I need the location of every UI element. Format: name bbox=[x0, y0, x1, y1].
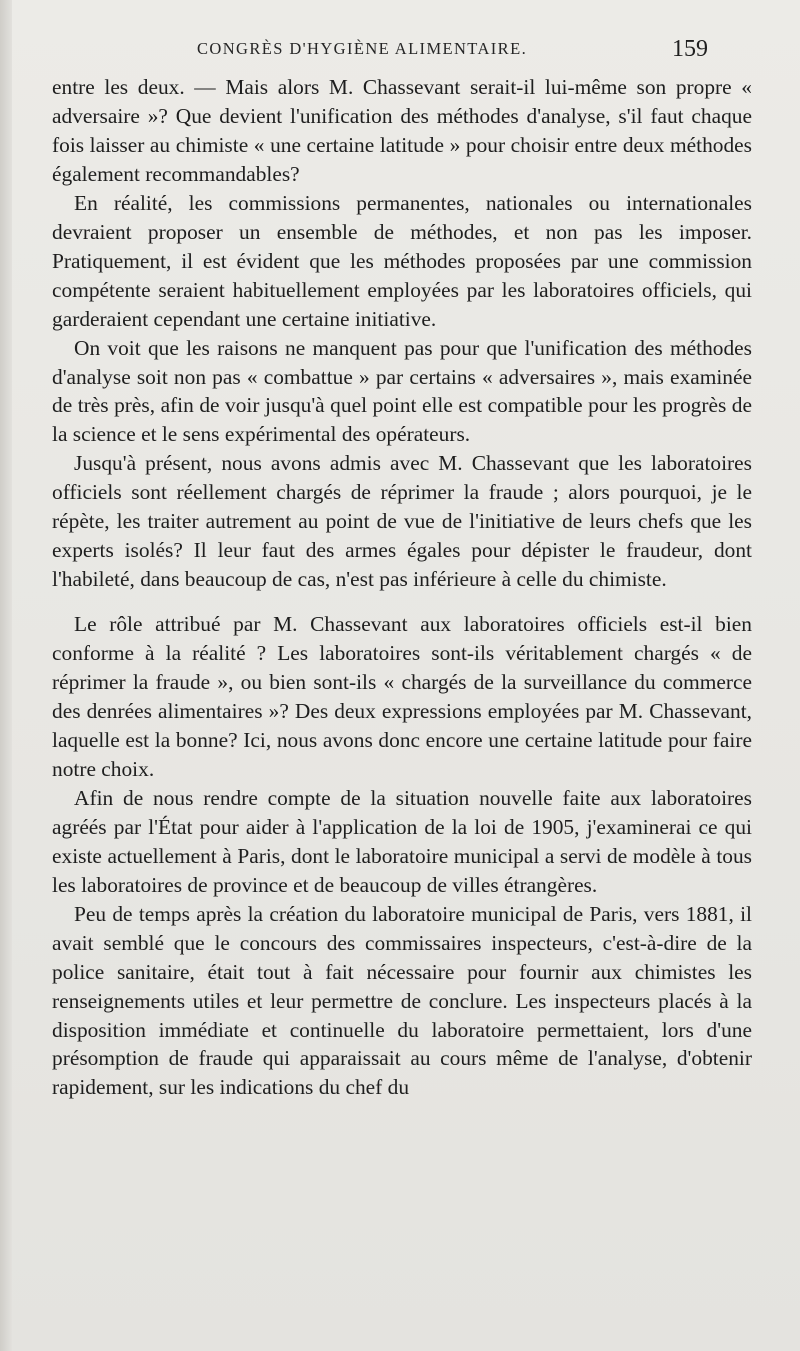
paragraph: Jusqu'à présent, nous avons admis avec M. Chassevant que les laboratoires officiels sont réellement chargés de réprimer la fraude ; alors pourquoi, je le répète, les traiter autrement au point de vue de l'initiative de leurs chefs que les experts isolés? Il leur faut des armes égales pour dépister le fraudeur, dont l'habileté, dans beaucoup de cas, n'est pas inférieure à celle du chimiste. bbox=[52, 451, 752, 592]
page-left-edge-shadow bbox=[0, 0, 12, 1351]
page-number: 159 bbox=[672, 36, 708, 62]
paragraph: Le rôle attribué par M. Chassevant aux laboratoires officiels est-il bien conforme à la réalité ? Les laboratoires sont-ils véritablement chargés « de réprimer la fraude », ou bien sont-ils « chargés de la surveillance du commerce des denrées alimentaires »? Des deux expressions employées par M. Chassevant, laquelle est la bonne? Ici, nous avons donc encore une certaine latitude pour faire notre choix. bbox=[52, 612, 752, 781]
paragraph: En réalité, les commissions permanentes, nationales ou internationales devraient proposer un ensemble de méthodes, et non pas les imposer. Pratiquement, il est évident que les méthodes proposées par une commission compétente seraient habituellement employées par les laboratoires officiels, qui garderaient cependant une certaine initiative. bbox=[52, 190, 752, 331]
paragraph: entre les deux. — Mais alors M. Chassevant serait-il lui-même son propre « adversaire »? Que devient l'unification des méthodes d'analyse, s'il faut chaque fois laisser au chimiste « une certaine latitude » pour choisir entre deux méthodes également recommandables? bbox=[52, 75, 752, 186]
paragraph: Peu de temps après la création du laboratoire municipal de Paris, vers 1881, il avait semblé que le concours des commissaires inspecteurs, c'est-à-dire de la police sanitaire, était tout à fait nécessaire pour fournir aux chimistes les renseignements utiles et leur permettre de conclure. Les inspecteurs placés à la disposition immédiate et continuelle du laboratoire permettaient, lors d'une présomption de fraude qui apparaissait au cours même de l'analyse, d'obtenir rapidement, sur les indications du chef du bbox=[52, 901, 752, 1100]
page-header bbox=[0, 36, 800, 66]
paragraph: Afin de nous rendre compte de la situation nouvelle faite aux laboratoires agréés par l'État pour aider à l'application de la loi de 1905, j'examinerai ce qui existe actuellement à Paris, dont le laboratoire municipal a servi de modèle à tous les laboratoires de province et de beaucoup de villes étrangères. bbox=[52, 785, 752, 897]
paragraph: On voit que les raisons ne manquent pas pour que l'unification des méthodes d'analyse soit non pas « combattue » par certains « adversaires », mais examinée de très près, afin de voir jusqu'à quel point elle est compatible pour les progrès de la science et le sens expérimental des opérateurs. bbox=[52, 335, 752, 447]
body-text bbox=[52, 73, 752, 1102]
running-head: CONGRÈS D'HYGIÈNE ALIMENTAIRE. bbox=[197, 39, 528, 58]
